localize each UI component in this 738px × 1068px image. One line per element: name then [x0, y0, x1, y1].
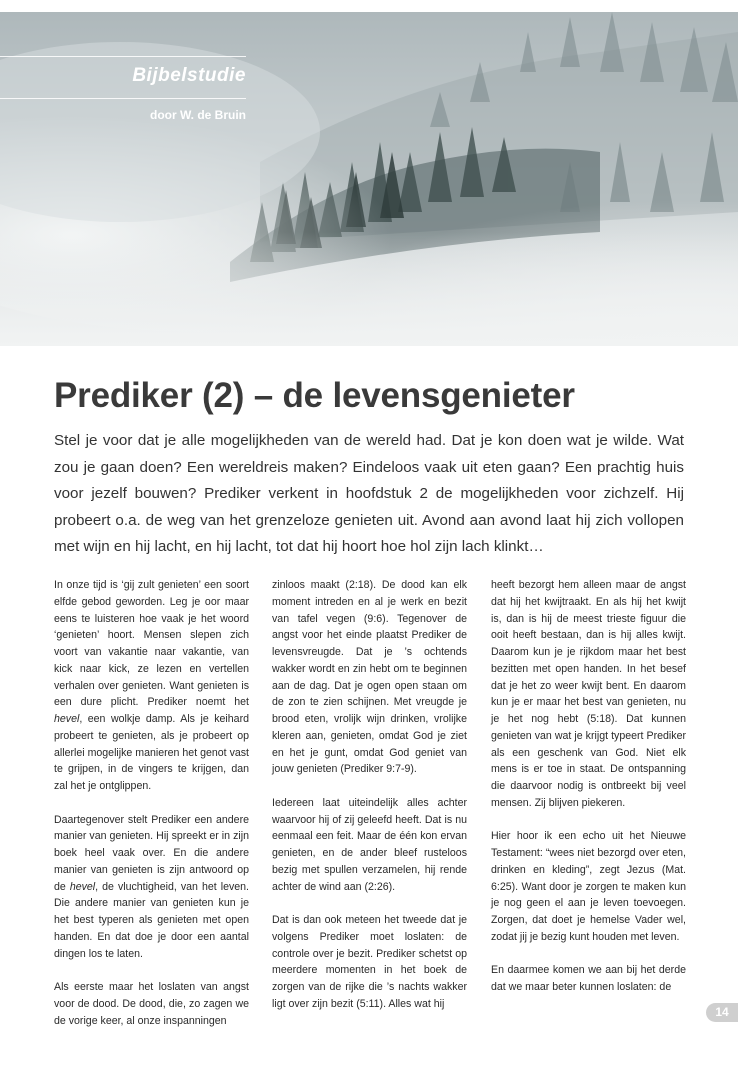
paragraph: zinloos maakt (2:18). De dood kan elk moment intreden en al je werk en bezit van tafel vegen (9:6). Tegenover de angst voor het einde plaatst Prediker de levensvreugde. Dat je ’s ochtends wakker wordt en zin hebt om te beginnen aan de dag. Dat je ogen open staan om de zon te zien schijnen. Met vreugde je brood eten, vrolijk wijn drinken, vrolijke kleren aan, genieten, omdat God je ziet en het je gunt, omdat God geniet van jouw genieten (Prediker 9:7-9). [272, 579, 467, 776]
author-byline: door W. de Bruin [150, 108, 246, 122]
paragraph: heeft bezorgt hem alleen maar de angst dat hij het kwijtraakt. En als hij het kwijt is, dan is hij de meest trieste figuur die ooit heeft bestaan, dan is hij alles kwijt. Daarom kun je je rijkdom maar het best bezitten met open handen. In het besef dat je het zo weer kwijt bent. En daarom kun je er maar het best van genieten, nu je het nog hebt (5:18). Dat kunnen genieten van wat je krijgt typeert Prediker als een geschenk van God. Niet elk mens is er toe in staat. De ontspanning die daarvoor nodig is ontbreekt bij veel mensen. Zij blijven piekeren. [491, 579, 686, 809]
paragraph: In onze tijd is ‘gij zult genieten’ een soort elfde gebod geworden. Leg je oor maar eens te luisteren hoe vaak je het woord ‘genieten’ hoort. Mensen slepen zich voort van vakantie naar vakantie, van kick naar kick, ze lezen en vertellen verhalen over genieten. Want genieten is een dure plicht. Prediker noemt het hevel, een wolkje damp. Als je keihard probeert te genieten, als je probeert op allerlei mogelijke manieren het genot vast te grijpen, in de vingers te krijgen, dan zal het je ontglippen. [54, 579, 249, 792]
paragraph: Daartegenover stelt Prediker een andere manier van genieten. Hij spreekt er in zijn boek heel vaak over. En die andere manier van genieten is zijn antwoord op de hevel, de vluchtigheid, van het leven. Die andere manier van genieten kun je het best typeren als genieten met open handen. En dat doe je door een aantal dingen los te laten. [54, 813, 249, 960]
page-number: 14 [706, 1003, 738, 1022]
paragraph: Dat is dan ook meteen het tweede dat je volgens Prediker moet loslaten: de controle over je bezit. Prediker schetst op meerdere momenten in het boek de zorgen van de rijke die ’s nachts wakker ligt over zijn bezit (5:11). Alles wat hij [272, 914, 467, 1010]
section-label [0, 56, 246, 99]
text-column-1 [54, 577, 249, 1046]
paragraph: En daarmee komen we aan bij het derde dat we maar beter kunnen loslaten: de [491, 964, 686, 993]
text-column-3 [491, 577, 686, 1013]
article-title: Prediker (2) – de levensgenieter [54, 376, 575, 415]
section-title: Bijbelstudie [132, 65, 246, 86]
paragraph: Als eerste maar het loslaten van angst voor de dood. De dood, die, zo zagen we de vorige keer, al onze inspanningen [54, 981, 249, 1027]
article-lead: Stel je voor dat je alle mogelijkheden van de wereld had. Dat je kon doen wat je wilde. Wat zou je gaan doen? Een wereldreis maken? Eindeloos vaak uit eten gaan? Een prachtig huis voor jezelf bouwen? Prediker verkent in hoofdstuk 2 de mogelijkheden voor zichzelf. Hij probeert o.a. de weg van het grenzeloze genieten uit. Avond aan avond laat hij zich vollopen met wijn en hij lacht, en hij lacht, tot dat hij hoort hoe hol zijn lach klinkt… [54, 432, 684, 555]
paragraph: Hier hoor ik een echo uit het Nieuwe Testament: “wees niet bezorgd over eten, drinken en kleding”, zegt Jezus (Mat. 6:25). Want door je zorgen te maken kun je nog geen el aan je leven toevoegen. Zorgen, dat doet je hemelse Vader wel, zodat jij je bezig kunt houden met leven. [491, 830, 686, 943]
paragraph: Iedereen laat uiteindelijk alles achter waarvoor hij of zij geleefd heeft. Dat is nu eenmaal een feit. Maar de één kon ervan genieten, en de ander bleef rusteloos bezig met spullen verzamelen, hij rende achter de wind aan (2:26). [272, 796, 467, 893]
text-column-2 [272, 577, 467, 1029]
